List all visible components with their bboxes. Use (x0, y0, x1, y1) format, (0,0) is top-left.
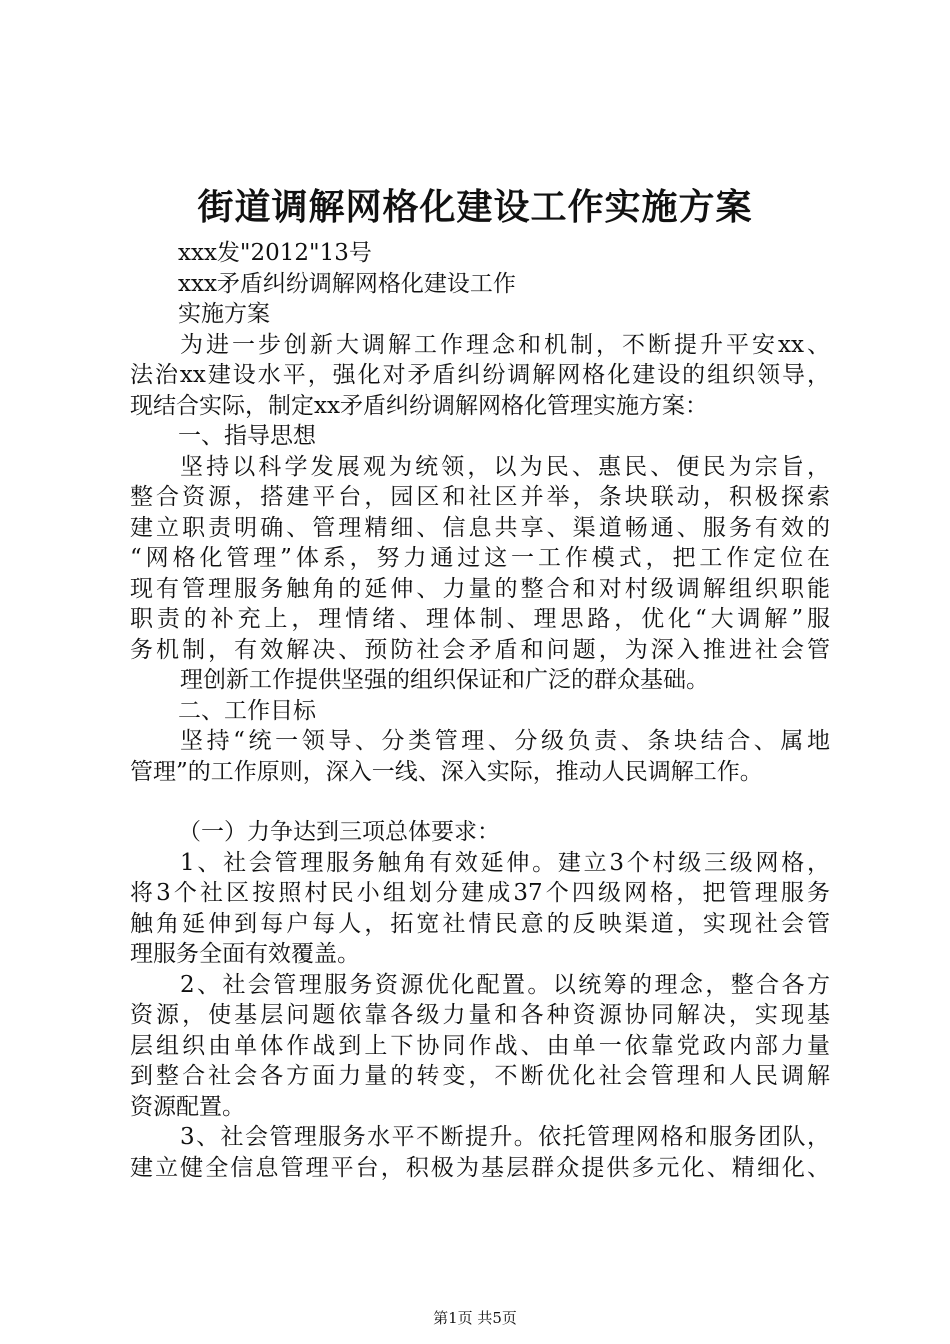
paragraph-line: 整合资源，搭建平台，园区和社区并举，条块联动，积极探索 (130, 484, 830, 510)
paragraph-line: 为进一步创新大调解工作理念和机制，不断提升平安xx、 (180, 331, 830, 358)
section-heading: 一、指导思想 (178, 423, 316, 449)
paragraph-line: 1、社会管理服务触角有效延伸。建立3个村级三级网格， (180, 849, 830, 876)
subtitle-line: 实施方案 (178, 301, 270, 327)
paragraph-line: 坚持以科学发展观为统领，以为民、惠民、便民为宗旨， (180, 453, 830, 480)
paragraph-line: “网格化管理”体系，努力通过这一工作模式，把工作定位在 (130, 545, 830, 571)
paragraph-line: 2、社会管理服务资源优化配置。以统筹的理念，整合各方 (180, 971, 830, 998)
paragraph-gap (130, 787, 830, 817)
paragraph-line: 建立健全信息管理平台，积极为基层群众提供多元化、精细化、 (130, 1154, 830, 1181)
paragraph-line: 职责的补充上，理情绪、理体制、理思路，优化“大调解”服 (130, 606, 830, 632)
page-footer: 第1页 共5页 (433, 1309, 517, 1327)
paragraph-line: 管理”的工作原则，深入一线、深入实际，推动人民调解工作。 (130, 758, 763, 785)
subsection-heading: （一）力争达到三项总体要求： (178, 819, 500, 845)
paragraph-line: 到整合社会各方面力量的转变，不断优化社会管理和人民调解 (130, 1063, 830, 1089)
paragraph-line: 层组织由单体作战到上下协同作战、由单一依靠党政内部力量 (130, 1032, 830, 1059)
paragraph-line: 坚持“统一领导、分类管理、分级负责、条块结合、属地 (180, 728, 830, 754)
paragraph-line: 建立职责明确、管理精细、信息共享、渠道畅通、服务有效的 (130, 514, 830, 541)
paragraph-line: 3、社会管理服务水平不断提升。依托管理网格和服务团队， (180, 1124, 830, 1150)
paragraph-line: 理创新工作提供坚强的组织保证和广泛的群众基础。 (180, 667, 709, 693)
paragraph-line: 现有管理服务触角的延伸、力量的整合和对村级调解组织职能 (130, 575, 830, 602)
document-number: xxx发"2012"13号 (178, 240, 372, 266)
paragraph-line: 理服务全面有效覆盖。 (130, 941, 360, 967)
paragraph-line: 资源配置。 (130, 1093, 245, 1120)
document-title: 街道调解网格化建设工作实施方案 (197, 186, 753, 228)
paragraph-line: 务机制，有效解决、预防社会矛盾和问题，为深入推进社会管 (130, 636, 830, 663)
subtitle-line: xxx矛盾纠纷调解网格化建设工作 (178, 270, 516, 297)
paragraph-line: 法治xx建设水平，强化对矛盾纠纷调解网格化建设的组织领导， (130, 362, 830, 388)
paragraph-line: 触角延伸到每户每人，拓宽社情民意的反映渠道，实现社会管 (130, 910, 830, 937)
document-body (130, 238, 830, 1183)
section-heading: 二、工作目标 (178, 697, 316, 724)
paragraph-line: 将3个社区按照村民小组划分建成37个四级网格，把管理服务 (130, 880, 830, 906)
paragraph-line: 资源，使基层问题依靠各级力量和各种资源协同解决，实现基 (130, 1002, 830, 1028)
paragraph-line: 现结合实际，制定xx矛盾纠纷调解网格化管理实施方案： (130, 392, 708, 419)
